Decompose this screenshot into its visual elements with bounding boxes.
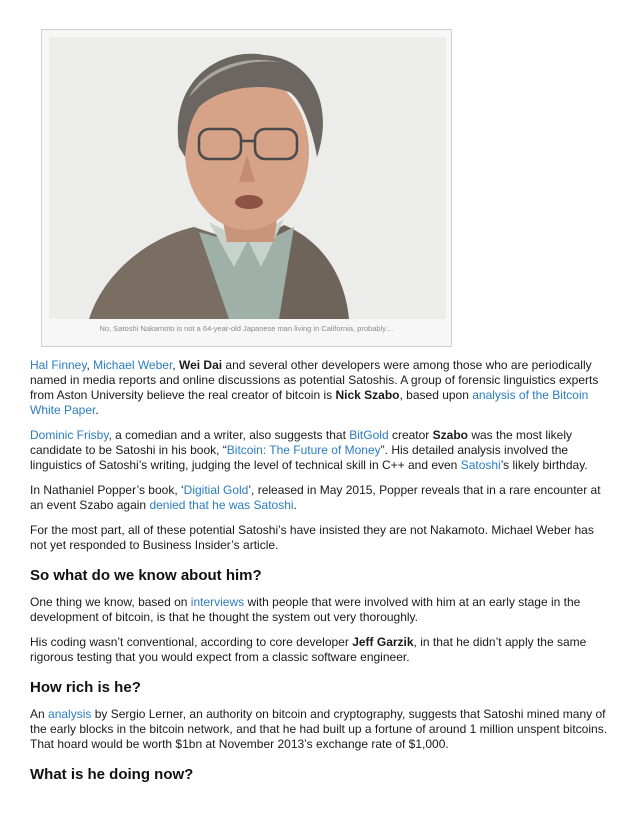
heading-how-rich: How rich is he? (30, 679, 141, 696)
paragraph-denials: For the most part, all of these potential Satoshi’s have insisted they are not Nakamoto. Michael Weber has not yet responded to Business Insider’s article. (30, 523, 594, 552)
portrait-photo (49, 37, 446, 319)
heading-what-we-know: So what do we know about him? (30, 567, 262, 584)
paragraph-frisby: Dominic Frisby, a comedian and a writer, also suggests that BitGold creator Szabo was the most likely candidate to be Satoshi in his book, “Bitcoin: The Future of Money”. His detailed analysis involved the linguistics of Satoshi’s writing, judging the level of technical skill in C++ and even Satoshi’s likely birthday. (30, 428, 588, 472)
link-digital-gold[interactable]: Digitial Gold (183, 483, 249, 497)
link-denied-satoshi[interactable]: denied that he was Satoshi (149, 498, 294, 512)
link-white-paper-analysis[interactable]: analysis of the Bitcoin White Paper (30, 388, 589, 417)
link-analysis[interactable]: analysis (48, 707, 92, 721)
article-body (30, 358, 610, 794)
photo-caption: No, Satoshi Nakamoto is not a 64-year-old Japanese man living in California, probably… (99, 324, 394, 333)
link-bitgold[interactable]: BitGold (349, 428, 389, 442)
heading-doing-now: What is he doing now? (30, 766, 194, 783)
bold-szabo: Szabo (432, 428, 468, 442)
paragraph-fortune: An analysis by Sergio Lerner, an authority on bitcoin and cryptography, suggests that Satoshi mined many of the early blocks in the bitcoin network, and that he had built up a fortune of around 1 million unspent bitcoins. That hoard would be worth $1bn at November 2013’s exchange rate of $1,000. (30, 707, 608, 751)
bold-wei-dai: Wei Dai (178, 358, 223, 372)
link-dominic-frisby[interactable]: Dominic Frisby (30, 428, 109, 442)
link-michael-weber[interactable]: Michael Weber (93, 358, 173, 372)
paragraph-popper: In Nathaniel Popper’s book, ‘Digitial Gold’, released in May 2015, Popper reveals that in a rare encounter at an event Szabo again denied that he was Satoshi. (30, 483, 601, 512)
paragraph-suspects: Hal Finney, Michael Weber, Wei Dai and several other developers were among those who are periodically named in media reports and online discussions as potential Satoshis. A group of forensic linguistics experts from Aston University believe the real creator of bitcoin is Nick Szabo, based upon analysis of the Bitcoin White Paper. (30, 358, 599, 417)
article-figure (41, 29, 452, 347)
link-interviews[interactable]: interviews (190, 595, 245, 609)
link-future-of-money[interactable]: Bitcoin: The Future of Money (226, 443, 381, 457)
bold-jeff-garzik: Jeff Garzik (352, 635, 414, 649)
paragraph-interviews: One thing we know, based on interviews with people that were involved with him at an early stage in the development of bitcoin, is that he thought the system out very thoroughly. (30, 595, 581, 624)
link-hal-finney[interactable]: Hal Finney (30, 358, 87, 372)
link-satoshi[interactable]: Satoshi (460, 458, 501, 472)
bold-nick-szabo: Nick Szabo (335, 388, 400, 402)
paragraph-coding: His coding wasn’t conventional, according to core developer Jeff Garzik, in that he didn’t apply the same rigorous testing that you would expect from a classic software engineer. (30, 635, 587, 664)
